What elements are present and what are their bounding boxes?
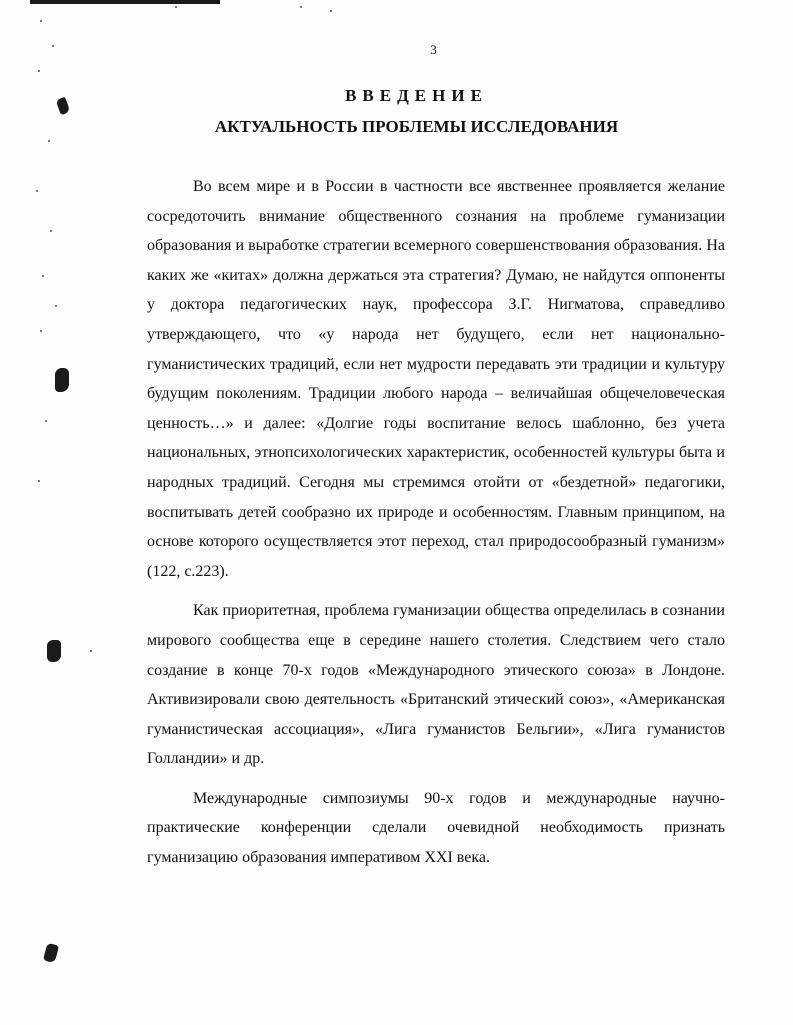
paragraph: Как приоритетная, проблема гуманизации общества определилась в сознании мирового сообщества еще в середине нашего столетия. Следствием чего стало создание в конце 70-х годов «Международного этического союза» в Лондоне. Активизировали свою деятельность «Британский этический союз», «Американская гуманистическая ассоциация», «Лига гуманистов Бельгии», «Лига гуманистов Голландии» и др.	[147, 602, 725, 768]
page-title: ВВЕДЕНИЕ	[345, 86, 488, 105]
page-subtitle: АКТУАЛЬНОСТЬ ПРОБЛЕМЫ ИССЛЕДОВАНИЯ	[214, 117, 619, 136]
paragraph: Международные симпозиумы 90-х годов и международные научно-практические конференции сделали очевидной необходимость признать гуманизацию образования императивом XXI века.	[147, 789, 725, 867]
page-number: 3	[430, 42, 437, 57]
body-text	[147, 172, 725, 873]
scan-top-edge	[30, 0, 220, 4]
paragraph: Во всем мире и в России в частности все явственнее проявляется желание сосредоточить внимание общественного сознания на проблеме гуманизации образования и выработке стратегии всемерного совершенствования образования. На каких же «китах» должна держаться эта стратегия? Думаю, не найдутся оппоненты у доктора педагогических наук, профессора З.Г. Нигматова, справедливо утверждающего, что «у народа нет будущего, если нет национально-гуманистических традиций, если нет мудрости передавать эти традиции и культуру будущим поколениям. Традиции любого народа – величайшая общечеловеческая ценность…» и далее: «Долгие годы воспитание велось шаблонно, без учета национальных, этнопсихологических характеристик, особенностей культуры быта и народных традиций. Сегодня мы стремимся отойти от «бездетной» педагогики, воспитывать детей сообразно их природе и особенностям. Главным принципом, на основе которого осуществляется этот переход, стал природосообразный гуманизм» (122, с.223).	[147, 178, 725, 580]
